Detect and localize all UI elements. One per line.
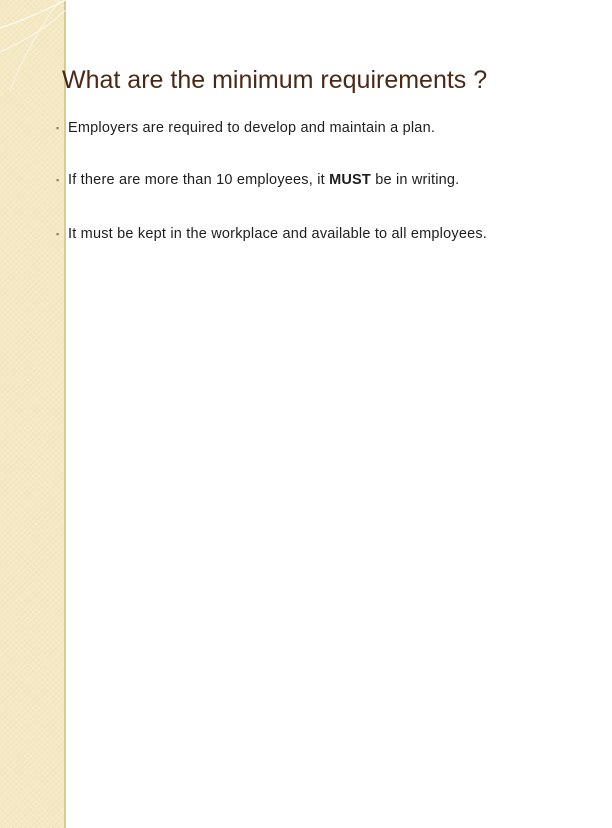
decorative-arcs xyxy=(0,0,66,90)
bullet-text-part: be in writing. xyxy=(370,172,460,188)
slide-title: What are the minimum requirements ? xyxy=(62,66,488,94)
emphasis-text: MUST xyxy=(329,172,371,188)
bullet-item xyxy=(56,226,487,242)
bullet-icon: ▪ xyxy=(56,123,60,133)
bullet-text xyxy=(68,172,459,188)
bullet-icon: ▪ xyxy=(56,229,60,239)
bullet-item xyxy=(56,172,459,188)
bullet-text: It must be kept in the workplace and available to all employees. xyxy=(68,226,488,242)
bullet-item xyxy=(56,120,435,136)
bullet-icon: ▪ xyxy=(56,175,60,185)
bullet-text-part: If there are more than 10 employees, it xyxy=(68,172,330,188)
bullet-text: Employers are required to develop and maintain a plan. xyxy=(68,120,436,136)
